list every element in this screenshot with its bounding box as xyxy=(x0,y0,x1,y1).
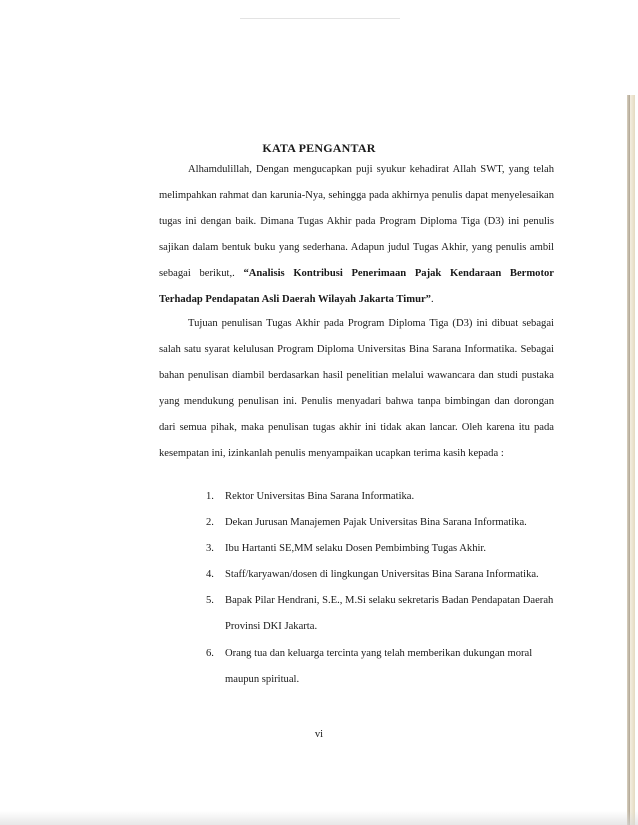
list-item xyxy=(206,641,566,693)
list-item xyxy=(206,588,566,640)
scan-artifact xyxy=(240,18,400,19)
list-item-number: 6. xyxy=(206,647,214,659)
page-title: KATA PENGANTAR xyxy=(262,141,376,155)
list-item-text: Staff/karyawan/dosen di lingkungan Universitas Bina Sarana Informatika. xyxy=(225,569,539,581)
paragraph-purpose: Tujuan penulisan Tugas Akhir pada Program Diploma Tiga (D3) ini dibuat sebagai salah satu syarat kelulusan Program Diploma Universitas Bina Sarana Informatika. Sebagai bahan penulisan diambil berdasarkan hasil penelitian melalui wawancara dan studi pustaka yang mendukung penulisan ini. Penulis menyadari bahwa tanpa bimbingan dan dorongan dari semua pihak, maka penulisan tugas akhir ini tidak akan lancar. Oleh karena itu pada kesempatan ini, izinkanlah penulis menyampaikan ucapkan terima kasih kepada : xyxy=(159,318,554,460)
list-item xyxy=(206,510,566,536)
list-item xyxy=(206,536,566,562)
list-item-text: Bapak Pilar Hendrani, S.E., M.Si selaku sekretaris Badan Pendapatan Daerah Provinsi DKI Jakarta. xyxy=(225,595,554,633)
list-item-number: 5. xyxy=(206,595,214,607)
scan-bottom-shadow xyxy=(0,811,638,825)
thesis-title: “Analisis Kontribusi Penerimaan Pajak Kendaraan Bermotor Terhadap Pendapatan Asli Daerah Wilayah Jakarta Timur” xyxy=(159,268,554,306)
list-item-number: 3. xyxy=(206,543,214,555)
binding-shadow xyxy=(627,95,630,825)
paragraph-intro-end: . xyxy=(430,294,434,306)
paragraph-intro-text: Alhamdulillah, Dengan mengucapkan puji syukur kehadirat Allah SWT, yang telah melimpahkan rahmat dan karunia-Nya, sehingga pada akhirnya penulis dapat menyelesaikan tugas ini dengan baik. Dimana Tugas Akhir pada Program Diploma Tiga (D3) ini penulis sajikan dalam bentuk buku yang sederhana. Adapun judul Tugas Akhir, yang penulis ambil sebagai berikut,. xyxy=(159,164,554,280)
list-item-text: Dekan Jurusan Manajemen Pajak Universitas Bina Sarana Informatika. xyxy=(225,517,527,529)
page-number: vi xyxy=(314,729,324,740)
list-item-text: Orang tua dan keluarga tercinta yang telah memberikan dukungan moral maupun spiritual. xyxy=(225,647,533,685)
list-item-number: 4. xyxy=(206,569,214,581)
acknowledgement-list xyxy=(206,484,566,693)
list-item-text: Rektor Universitas Bina Sarana Informatika. xyxy=(225,491,415,502)
list-item-number: 1. xyxy=(206,491,214,502)
list-item xyxy=(206,484,566,510)
list-item xyxy=(206,562,566,588)
paragraph-intro xyxy=(159,157,554,314)
binding-edge xyxy=(630,95,635,825)
list-item-text: Ibu Hartanti SE,MM selaku Dosen Pembimbing Tugas Akhir. xyxy=(225,543,487,555)
list-item-number: 2. xyxy=(206,517,214,529)
